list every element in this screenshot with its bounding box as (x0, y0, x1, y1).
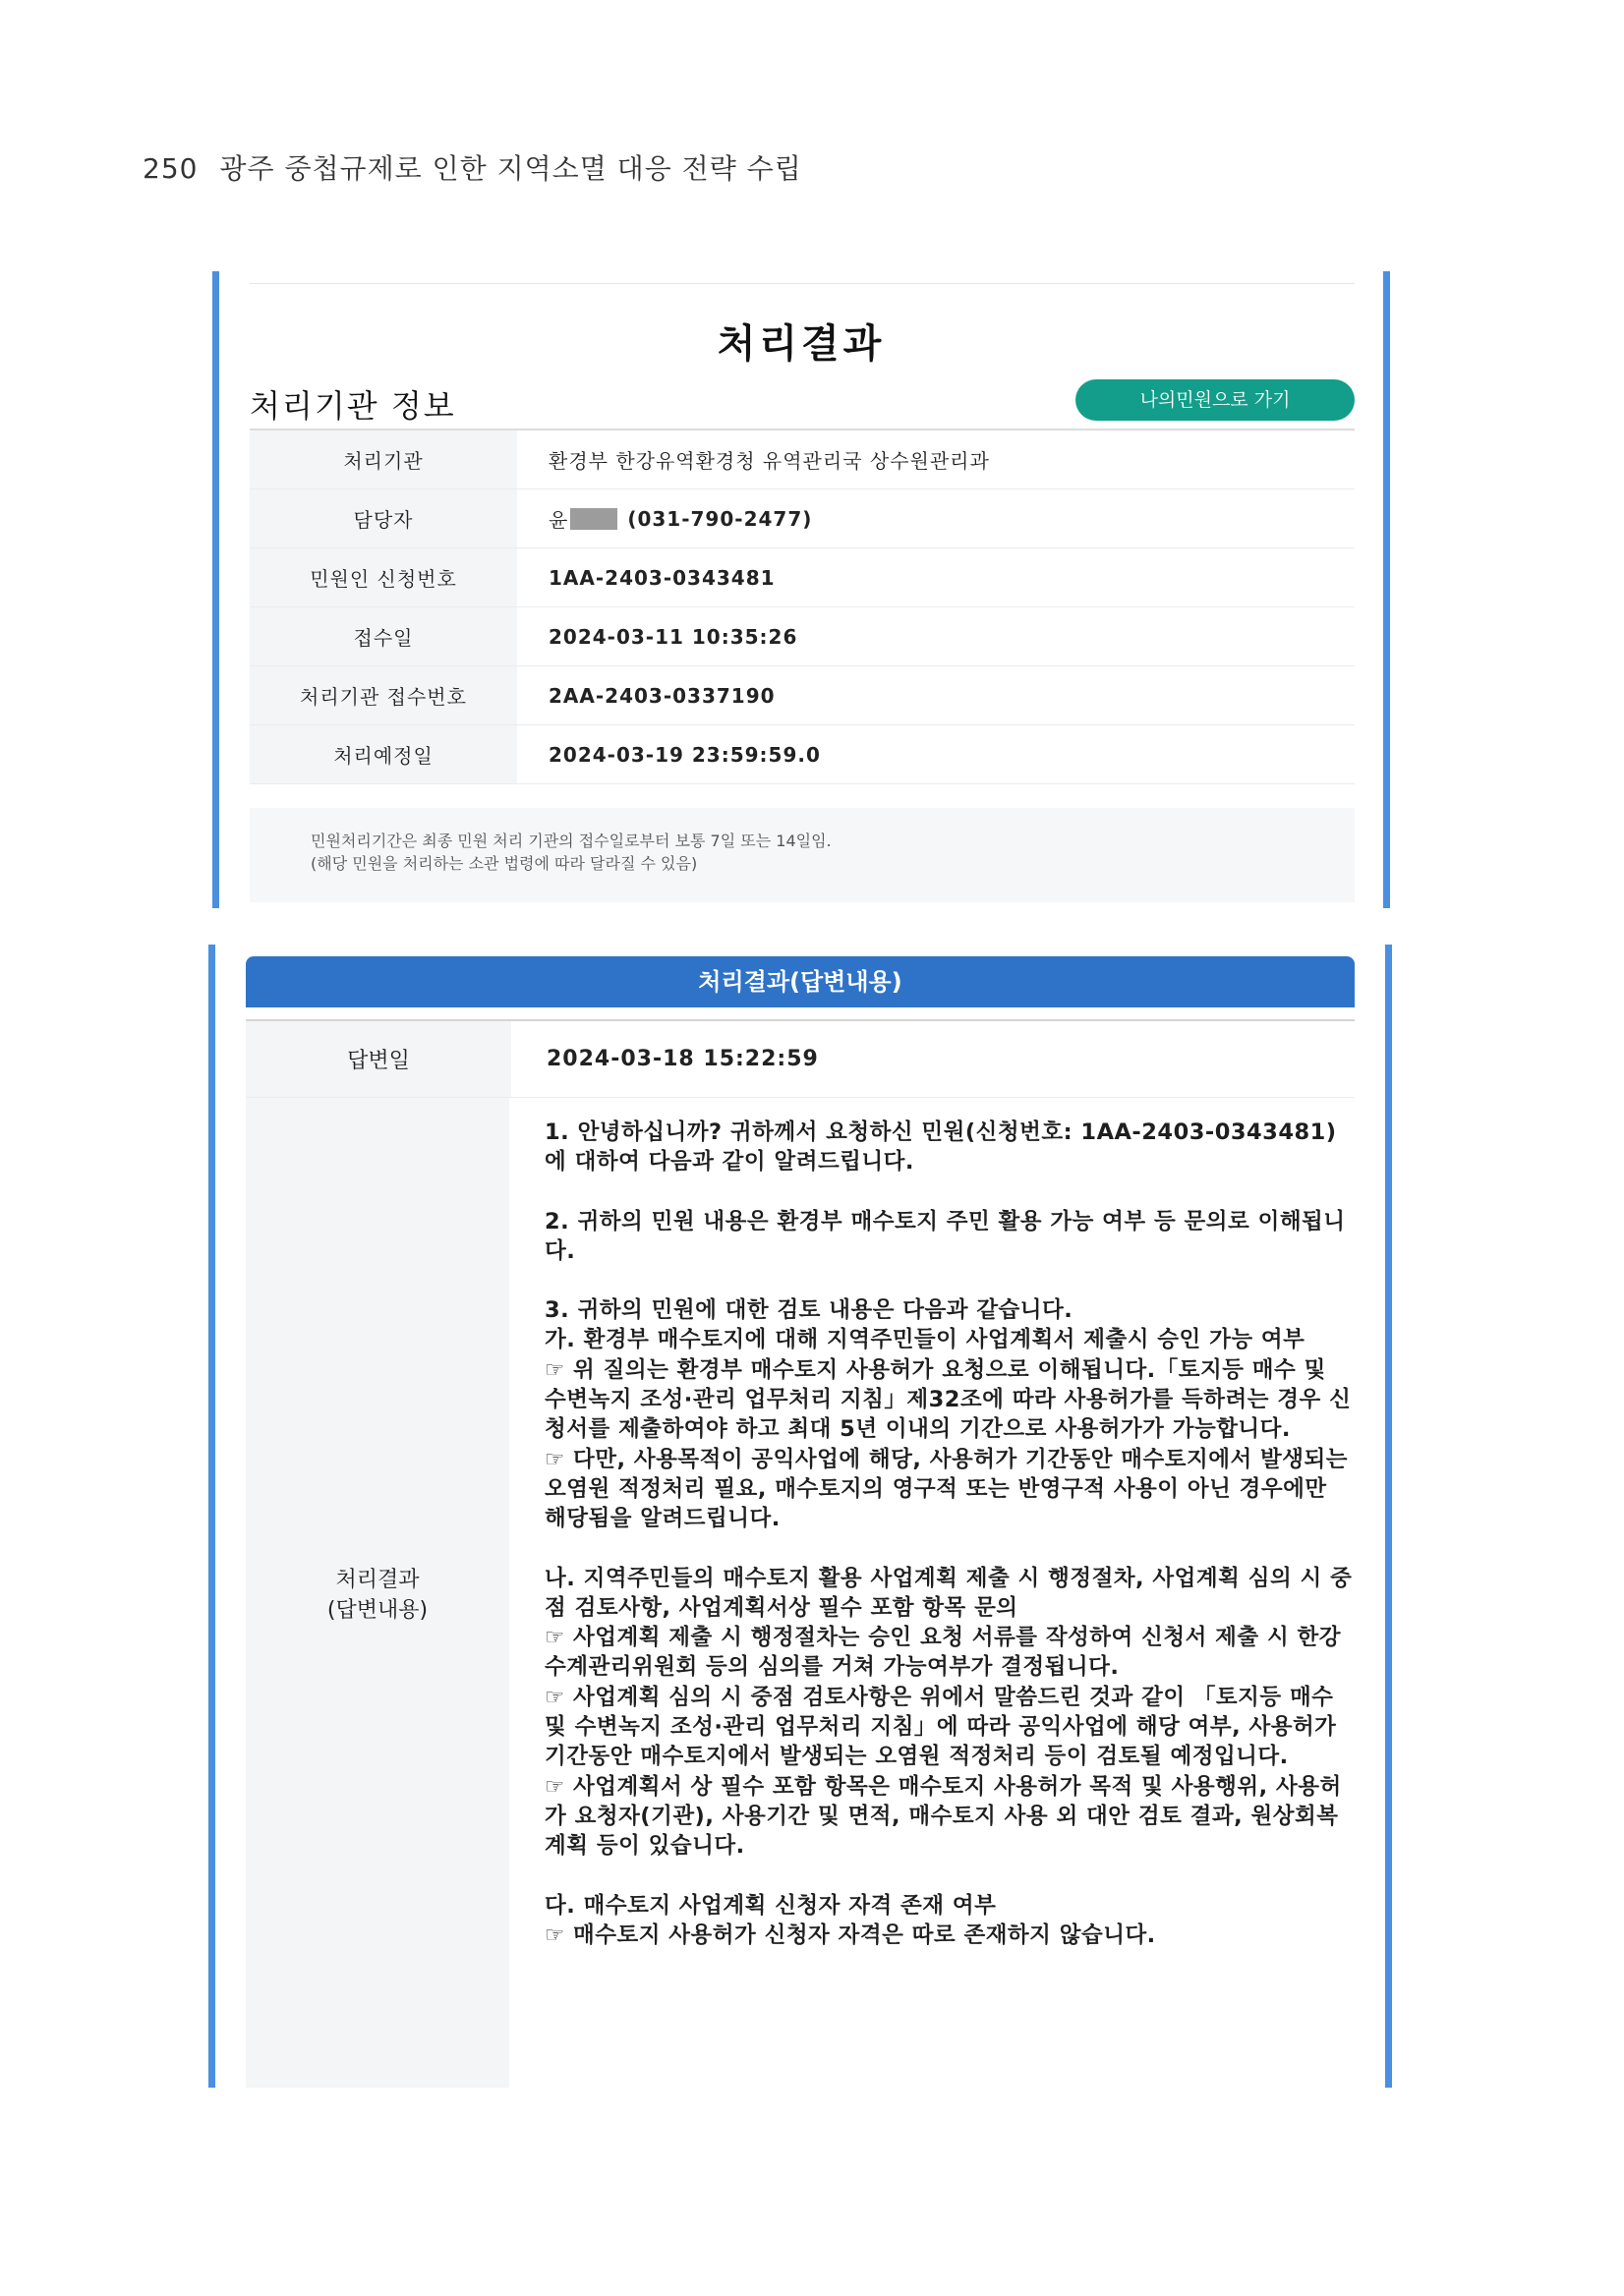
table-row (250, 666, 1355, 725)
row-label: 담당자 (250, 489, 517, 547)
table-row (250, 725, 1355, 784)
notice-line: 민원처리기간은 최종 민원 처리 기관의 접수일로부터 보통 7일 또는 14일임. (311, 832, 832, 850)
answer-header: 처리결과(답변내용) (246, 956, 1355, 1007)
panel-border-left (208, 945, 215, 2088)
table-row (250, 548, 1355, 607)
panel-title: 처리결과 (717, 321, 886, 367)
answer-panel (208, 945, 1392, 2088)
processing-period-notice (250, 808, 1355, 902)
redaction-block (570, 508, 617, 530)
my-complaints-button[interactable]: 나의민원으로 가기 (1075, 379, 1355, 421)
row-label: 답변일 (246, 1021, 511, 1097)
row-label (246, 1098, 509, 2088)
result-label-line: 처리결과 (335, 1567, 420, 1592)
panel-border-right (1385, 945, 1392, 2088)
answer-date: 2024-03-18 15:22:59 (547, 1047, 819, 1071)
row-label: 접수일 (250, 607, 517, 665)
running-title: 광주 중첩규제로 인한 지역소멸 대응 전략 수립 (219, 152, 802, 185)
page-header (143, 147, 802, 187)
table-row (250, 430, 1355, 489)
answer-paragraph: 나. 지역주민들의 매수토지 활용 사업계획 제출 시 행정절차, 사업계획 심의 시 중점 검토사항, 사업계획서상 필수 포함 항목 문의 ☞ 사업계획 제출 시 행정절차는 승인 요청 서류를 작성하여 신청서 제출 시 한강수계관리위원회 등의 심의를 거쳐 가능여부가 결정됩니다. ☞ 사업계획 심의 시 중점 검토사항은 위에서 말씀드린 것과 같이 「토지등 매수 및 수변녹지 조성·관리 업무처리 지침」에 따라 공익사업에 해당 여부, 사용허가 기간동안 매수토지에서 발생되는 오염원 적정처리 등이 검토될 예정입니다. ☞ 사업계획서 상 필수 포함 항목은 매수토지 사용허가 목적 및 사용행위, 사용허가 요청자(기관), 사용기간 및 면적, 매수토지 사용 외 대안 검토 결과, 원상회복 계획 등이 있습니다. (545, 1565, 1353, 1860)
table-row (250, 607, 1355, 666)
row-value: 환경부 한강유역환경청 유역관리국 상수원관리과 (549, 449, 990, 473)
row-label: 민원인 신청번호 (250, 548, 517, 606)
contact-phone: (031-790-2477) (627, 506, 813, 531)
processing-agency-panel (212, 271, 1390, 908)
answer-content (509, 1098, 1355, 2088)
answer-paragraph: 1. 안녕하십니까? 귀하께서 요청하신 민원(신청번호: 1AA-2403-0343481)에 대하여 다음과 같이 알려드립니다. (545, 1119, 1337, 1176)
notice-line: (해당 민원을 처리하는 소관 법령에 따라 달라질 수 있음) (311, 854, 698, 873)
divider (250, 283, 1355, 284)
agency-info-table (250, 429, 1355, 784)
answer-paragraph: 2. 귀하의 민원 내용은 환경부 매수토지 주민 활용 가능 여부 등 문의로 이해됩니다. (545, 1208, 1346, 1264)
row-label: 처리기관 (250, 430, 517, 488)
row-value: 2024-03-19 23:59:59.0 (549, 742, 821, 767)
row-value (517, 504, 812, 533)
row-value: 1AA-2403-0343481 (549, 565, 776, 590)
contact-name-initial: 윤 (549, 508, 569, 532)
section-subtitle: 처리기관 정보 (250, 387, 456, 425)
page-number: 250 (143, 152, 199, 185)
answer-paragraph: 다. 매수토지 사업계획 신청자 자격 존재 여부 ☞ 매수토지 사용허가 신청자 자격은 따로 존재하지 않습니다. (545, 1892, 1156, 1948)
row-value: 2AA-2403-0337190 (549, 683, 776, 708)
row-label: 처리예정일 (250, 725, 517, 783)
row-label: 처리기관 접수번호 (250, 666, 517, 724)
answer-date-row (246, 1021, 1355, 1098)
table-row (250, 489, 1355, 548)
answer-paragraph: 3. 귀하의 민원에 대한 검토 내용은 다음과 같습니다. 가. 환경부 매수토지에 대해 지역주민들이 사업계획서 제출시 승인 가능 여부 ☞ 위 질의는 환경부 매수토지 사용허가 요청으로 이해됩니다.「토지등 매수 및 수변녹지 조성·관리 업무처리 지침」제32조에 따라 사용허가를 득하려는 경우 신청서를 제출하여야 하고 최대 5년 이내의 기간으로 사용허가가 가능합니다. ☞ 다만, 사용목적이 공익사업에 해당, 사용허가 기간동안 매수토지에서 발생되는 오염원 적정처리 필요, 매수토지의 영구적 또는 반영구적 사용이 아닌 경우에만 해당됨을 알려드립니다. (545, 1297, 1352, 1532)
result-label-line: (답변내용) (326, 1597, 429, 1623)
row-value: 2024-03-11 10:35:26 (549, 624, 798, 649)
result-row (246, 1098, 1355, 2088)
